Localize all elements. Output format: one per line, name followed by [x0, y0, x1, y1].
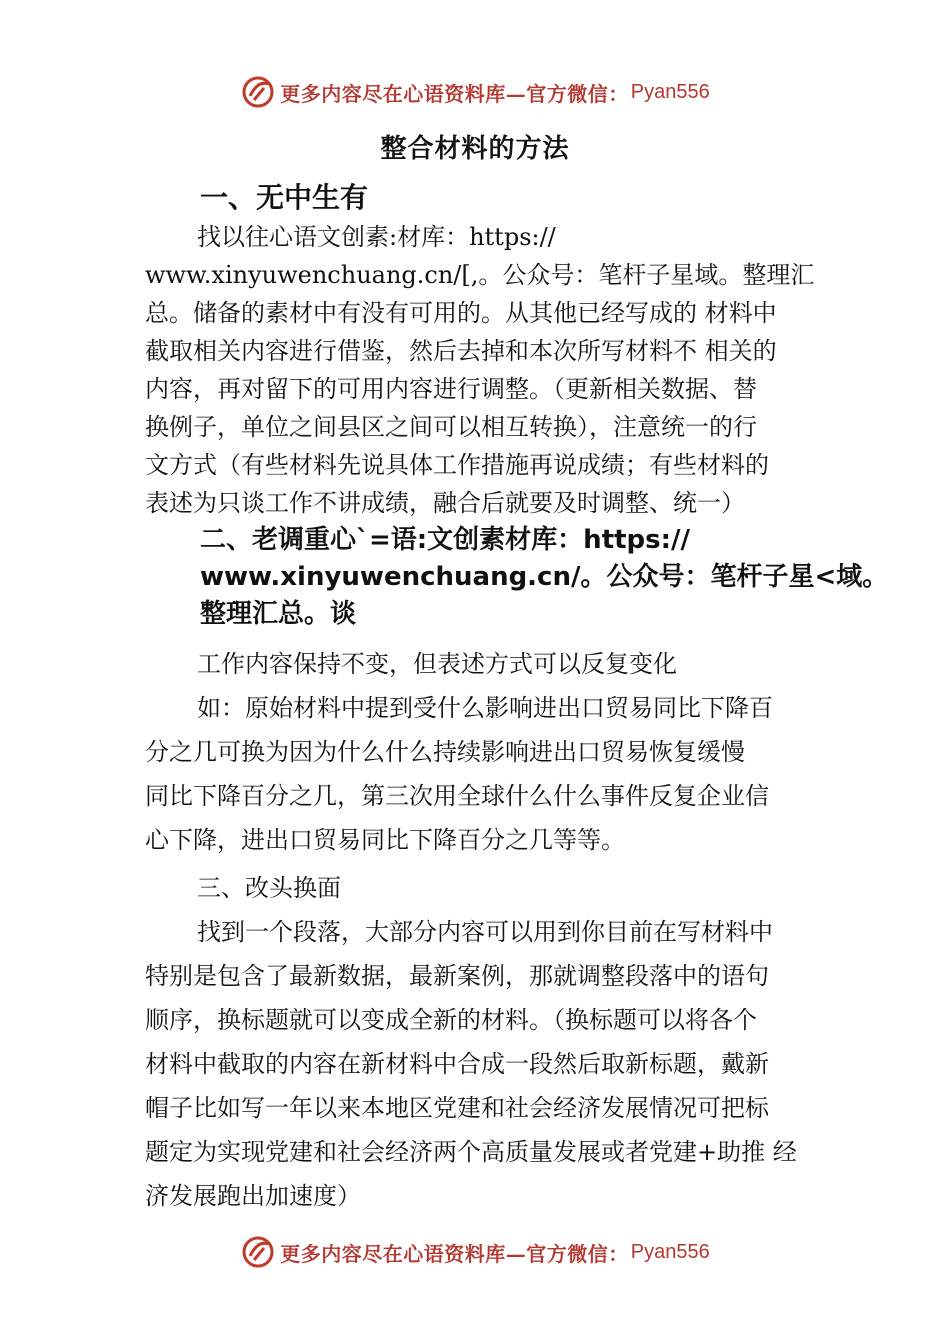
paragraph-line: 找以往心语文创素:材库：https://: [197, 223, 556, 251]
paragraph-line: 顺序，换标题就可以变成全新的材料。（换标题可以将各个: [145, 1006, 757, 1034]
heading-line: 整理汇总。谈: [200, 599, 357, 629]
paragraph-line: 内容，再对留下的可用内容进行调整。（更新相关数据、替: [145, 375, 757, 403]
paragraph-line: 工作内容保持不变，但表述方式可以反复变化: [197, 650, 677, 678]
paragraph-line: 济发展跑出加速度）: [145, 1182, 361, 1210]
banner-text: 更多内容尽在心语资料库—官方微信：: [280, 81, 629, 106]
section1-heading: 一、无中生有: [200, 181, 369, 214]
paragraph-line: 帽子比如写一年以来本地区党建和社会经济发展情况可把标: [145, 1094, 769, 1122]
paragraph-line: 找到一个段落，大部分内容可以用到你目前在写材料中: [197, 918, 773, 946]
paragraph-line: 换例子，单位之间县区之间可以相互转换），注意统一的行: [145, 413, 757, 441]
section3-heading: [145, 866, 835, 910]
paragraph-line: 如：原始材料中提到受什么影响进出口贸易同比下降百: [197, 694, 773, 722]
paragraph-line: 文方式（有些材料先说具体工作措施再说成绩；有些材料的: [145, 451, 769, 479]
paragraph-line: 特别是包含了最新数据，最新案例，那就调整段落中的语句: [145, 962, 769, 990]
footer-watermark: [0, 1232, 950, 1272]
paragraph-line: 截取相关内容进行借鉴，然后去掉和本次所写材料不 相关的: [145, 337, 777, 365]
heading-line: www.xinyuwenchuang.cn/。公众号：笔杆子星<域。: [200, 562, 889, 592]
banner-wechat-id: Pyan556: [630, 1240, 710, 1263]
section1-paragraph: [145, 218, 835, 522]
paragraph-line: 心下降，进出口贸易同比下降百分之几等等。: [145, 826, 625, 854]
heading-line: 二、老调重心`=语:文创素材库：https://: [200, 525, 691, 555]
paragraph-line: 表述为只谈工作不讲成绩，融合后就要及时调整、统一）: [145, 489, 745, 517]
paragraph-line: 总。储备的素材中有没有可用的。从其他已经写成的 材料中: [145, 299, 777, 327]
paragraph-line: 题定为实现党建和社会经济两个高质量发展或者党建+助推 经: [145, 1138, 797, 1166]
section3-heading-text: 三、改头换面: [197, 874, 341, 902]
brand-logo-icon: [240, 1234, 276, 1270]
header-watermark: [0, 72, 950, 112]
section2-heading: [200, 522, 900, 633]
paragraph-line: 同比下降百分之几，第三次用全球什么什么事件反复企业信: [145, 782, 769, 810]
page-title: 整合材料的方法: [380, 134, 570, 164]
section3-paragraph: [145, 910, 835, 1218]
paragraph-line: www.xinyuwenchuang.cn/[,。公众号：笔杆子星域。整理汇: [145, 261, 815, 289]
banner-text: 更多内容尽在心语资料库—官方微信：: [280, 1241, 629, 1266]
paragraph-line: 材料中截取的内容在新材料中合成一段然后取新标题，戴新: [145, 1050, 769, 1078]
banner-wechat-id: Pyan556: [630, 80, 710, 103]
section2-paragraph: [145, 642, 835, 862]
paragraph-line: 分之几可换为因为什么什么持续影响进出口贸易恢复缓慢: [145, 738, 745, 766]
brand-logo-icon: [240, 74, 276, 110]
